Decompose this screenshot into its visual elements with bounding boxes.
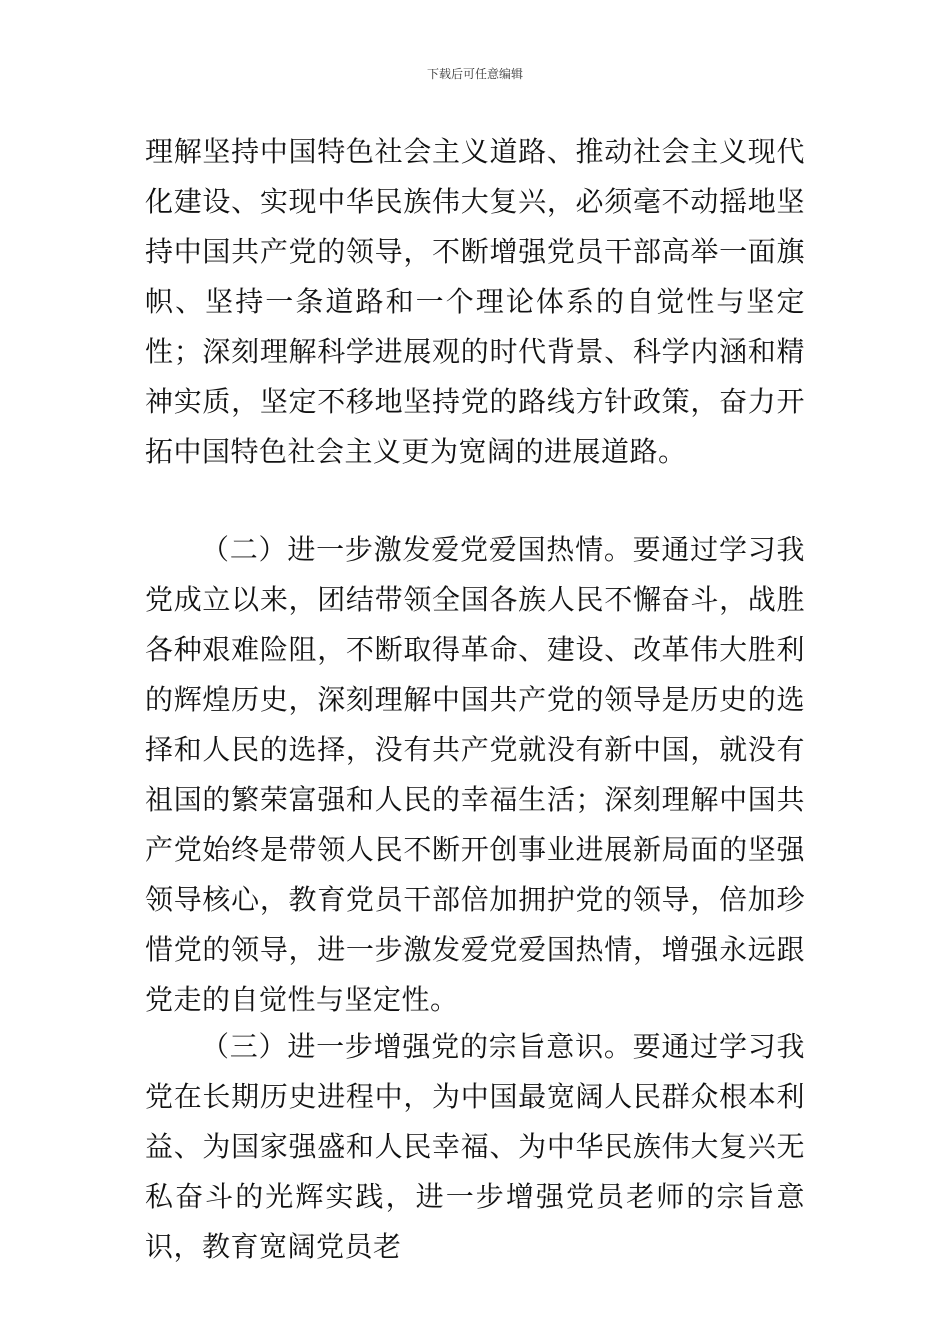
- body-paragraph-2: （二）进一步激发爱党爱国热情。要通过学习我党成立以来，团结带领全国各族人民不懈奋斗，战胜各种艰难险阻，不断取得革命、建设、改革伟大胜利的辉煌历史，深刻理解中国共产党的领导是历史的选择和人民的选择，没有共产党就没有新中国，就没有祖国的繁荣富强和人民的幸福生活；深刻理解中国共产党始终是带领人民不断开创事业进展新局面的坚强领导核心，教育党员干部倍加拥护党的领导，倍加珍惜党的领导，进一步激发爱党爱国热情，增强永远跟党走的自觉性与坚定性。: [145, 533, 805, 1016]
- body-paragraph-3: （三）进一步增强党的宗旨意识。要通过学习我党在长期历史进程中，为中国最宽阔人民群众根本利益、为国家强盛和人民幸福、为中华民族伟大复兴无私奋斗的光辉实践，进一步增强党员老师的宗旨意识，教育宽阔党员老: [145, 1030, 805, 1263]
- body-paragraph-1: 理解坚持中国特色社会主义道路、推动社会主义现代化建设、实现中华民族伟大复兴，必须毫不动摇地坚持中国共产党的领导，不断增强党员干部高举一面旗帜、坚持一条道路和一个理论体系的自觉性与坚定性；深刻理解科学进展观的时代背景、科学内涵和精神实质，坚定不移地坚持党的路线方针政策，奋力开拓中国特色社会主义更为宽阔的进展道路。: [145, 135, 805, 468]
- page-header-note: 下载后可任意编辑: [426, 67, 523, 81]
